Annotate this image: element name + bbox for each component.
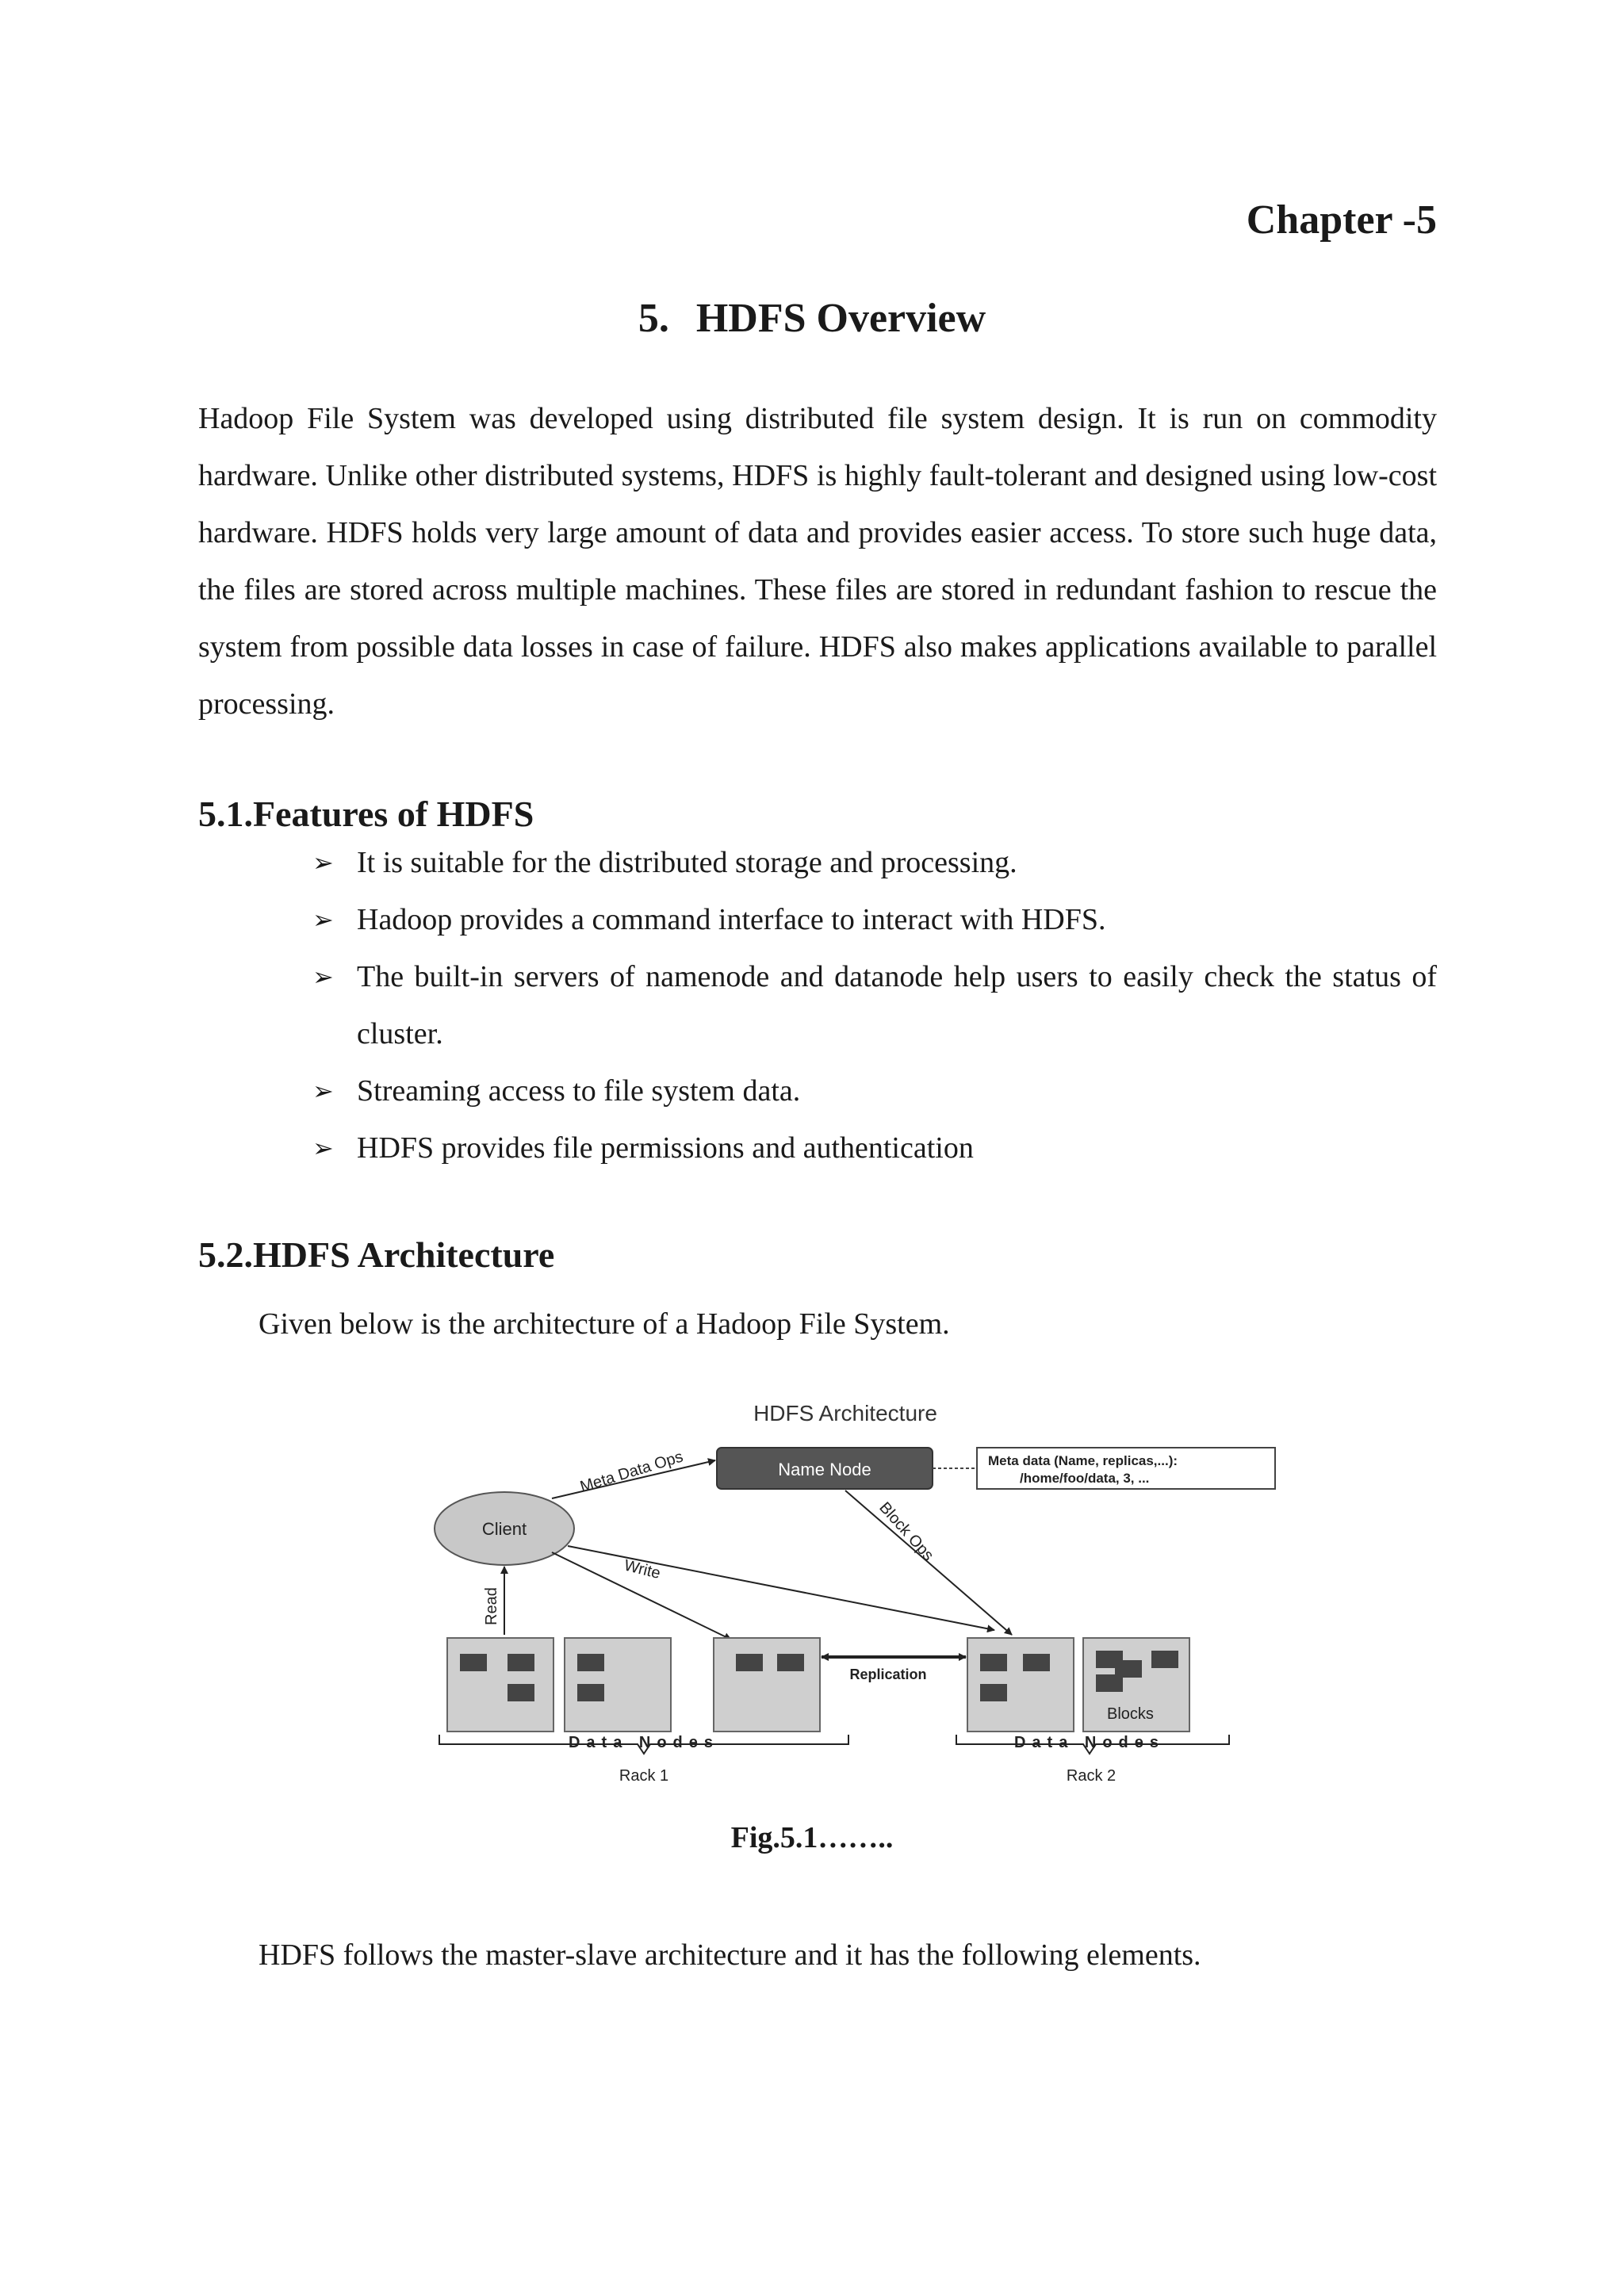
client-label: Client (481, 1519, 527, 1539)
page-title (0, 295, 1624, 342)
list-item-text: Streaming access to file system data. (357, 1074, 801, 1108)
figure-caption: Fig.5.1…….. (730, 1821, 894, 1854)
architecture-intro: Given below is the architecture of a Hadoop File System. (259, 1307, 950, 1341)
rack1-datanode (565, 1638, 671, 1732)
diagram-title: HDFS Architecture (753, 1401, 937, 1425)
title-text: HDFS Overview (695, 296, 986, 341)
rack2-label: Rack 2 (1066, 1767, 1116, 1785)
arrowhead-bullet-icon: ➢ (312, 905, 334, 935)
client-node (435, 1492, 574, 1565)
name-node-label: Name Node (778, 1460, 871, 1479)
rack1-datanode (714, 1638, 820, 1732)
chapter-label: Chapter -5 (1246, 197, 1437, 243)
title-number: 5. (638, 296, 669, 341)
metadata-box (977, 1448, 1275, 1489)
rack1-label: Rack 1 (619, 1767, 669, 1785)
blocks-label: Blocks (1107, 1705, 1154, 1723)
meta-data-ops-label: Meta Data Ops (578, 1448, 686, 1496)
architecture-heading: 5.2.HDFS Architecture (198, 1234, 555, 1275)
list-item-text: It is suitable for the distributed storage and processing. (357, 846, 1017, 879)
list-item-text: Hadoop provides a command interface to interact with HDFS. (357, 903, 1106, 936)
rack2-datanodes-label: Data Nodes (1013, 1734, 1166, 1751)
list-item-text: The built-in servers of namenode and datanode help users to easily check the status of cluster. (357, 960, 1437, 1050)
name-node (717, 1448, 933, 1489)
list-item (312, 1119, 1437, 1177)
arrowhead-bullet-icon: ➢ (312, 1076, 334, 1106)
list-item (312, 1062, 1437, 1119)
block-ops-label: Block Ops (875, 1498, 937, 1565)
rack2-datanode (967, 1638, 1074, 1732)
list-item (312, 834, 1437, 891)
write-label: Write (622, 1556, 663, 1583)
list-item-text: HDFS provides file permissions and authentication (357, 1131, 974, 1165)
features-heading: 5.1.Features of HDFS (198, 794, 534, 834)
block-ops-arrow (845, 1490, 1012, 1635)
arrowhead-bullet-icon: ➢ (312, 848, 334, 878)
list-item (312, 948, 1437, 1062)
list-item (312, 891, 1437, 948)
rack1-datanodes-label: Data Nodes (568, 1734, 720, 1751)
arrowhead-bullet-icon: ➢ (312, 1133, 334, 1163)
rack2-datanode (1083, 1638, 1189, 1732)
features-list (312, 834, 1437, 1177)
intro-paragraph: Hadoop File System was developed using distributed file system design. It is run on commodity hardware. Unlike other distributed systems, HDFS is highly fault-tolerant and designed using low-cost hardware. HDFS holds very large amount of data and provides easier access. To store such huge data, the files are stored across multiple machines. These files are stored in redundant fashion to rescue the system from possible data losses in case of failure. HDFS also makes applications available to parallel processing. (198, 402, 1437, 721)
rack1-datanode (447, 1638, 553, 1732)
metadata-line-2: /home/foo/data, 3, ... (1020, 1471, 1150, 1486)
replication-label: Replication (849, 1667, 927, 1682)
metadata-line-1: Meta data (Name, replicas,...): (988, 1453, 1178, 1468)
closing-paragraph: HDFS follows the master-slave architecture and it has the following elements. (259, 1938, 1201, 1972)
read-label: Read (483, 1587, 500, 1625)
hdfs-architecture-diagram (433, 1395, 1293, 1792)
arrowhead-bullet-icon: ➢ (312, 962, 334, 992)
